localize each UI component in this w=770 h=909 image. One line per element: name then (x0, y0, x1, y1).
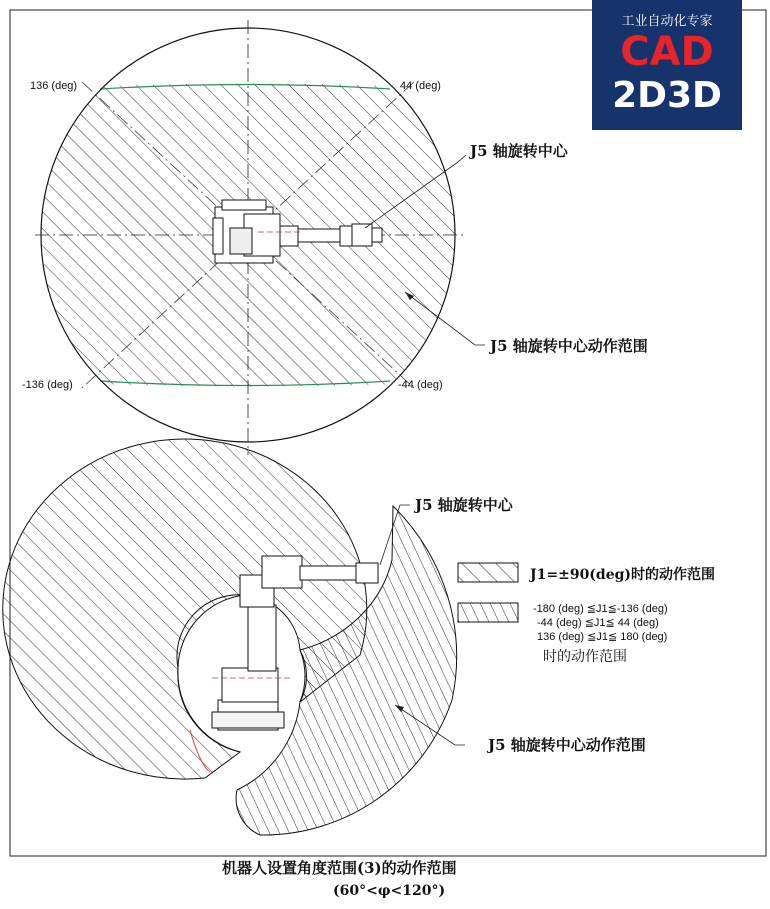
legend-item2-line1: -180 (deg) ≦J1≦-136 (deg) (533, 603, 668, 615)
top-callout-center: J5 轴旋转中心 (470, 142, 568, 160)
legend-item1: J1=±90(deg)时的动作范围 (530, 567, 716, 583)
legend-swatch-other (458, 603, 518, 622)
bottom-callout-center: J5 轴旋转中心 (415, 496, 513, 514)
caption-angle-range: (60°<φ<120°) (333, 883, 446, 899)
caption-title: 机器人设置角度范围(3)的动作范围 (222, 859, 457, 877)
bottom-diagram (3, 439, 715, 835)
bottom-callout-range: J5 轴旋转中心动作范围 (488, 736, 646, 754)
top-diagram (22, 20, 648, 455)
cad2d3d-logo-badge (592, 0, 742, 130)
legend-item2-line2: -44 (deg) ≦J1≦ 44 (deg) (537, 617, 659, 629)
logo-2d3d: 2D3D (612, 75, 722, 116)
logo-subtitle: 工业自动化专家 (621, 14, 713, 29)
top-label-44: 44 (deg) (400, 80, 441, 92)
legend-item2-line3: 136 (deg) ≦J1≦ 180 (deg) (537, 631, 668, 643)
top-label-neg136: -136 (deg) (22, 379, 73, 391)
legend (458, 563, 715, 665)
logo-cad: CAD (620, 29, 714, 75)
top-label-136: 136 (deg) (30, 80, 78, 92)
top-label-neg44: -44 (deg) (398, 379, 443, 391)
legend-item2-line4: 时的动作范围 (543, 649, 627, 665)
legend-swatch-j1-90 (458, 563, 518, 582)
top-callout-range: J5 轴旋转中心动作范围 (490, 337, 648, 355)
